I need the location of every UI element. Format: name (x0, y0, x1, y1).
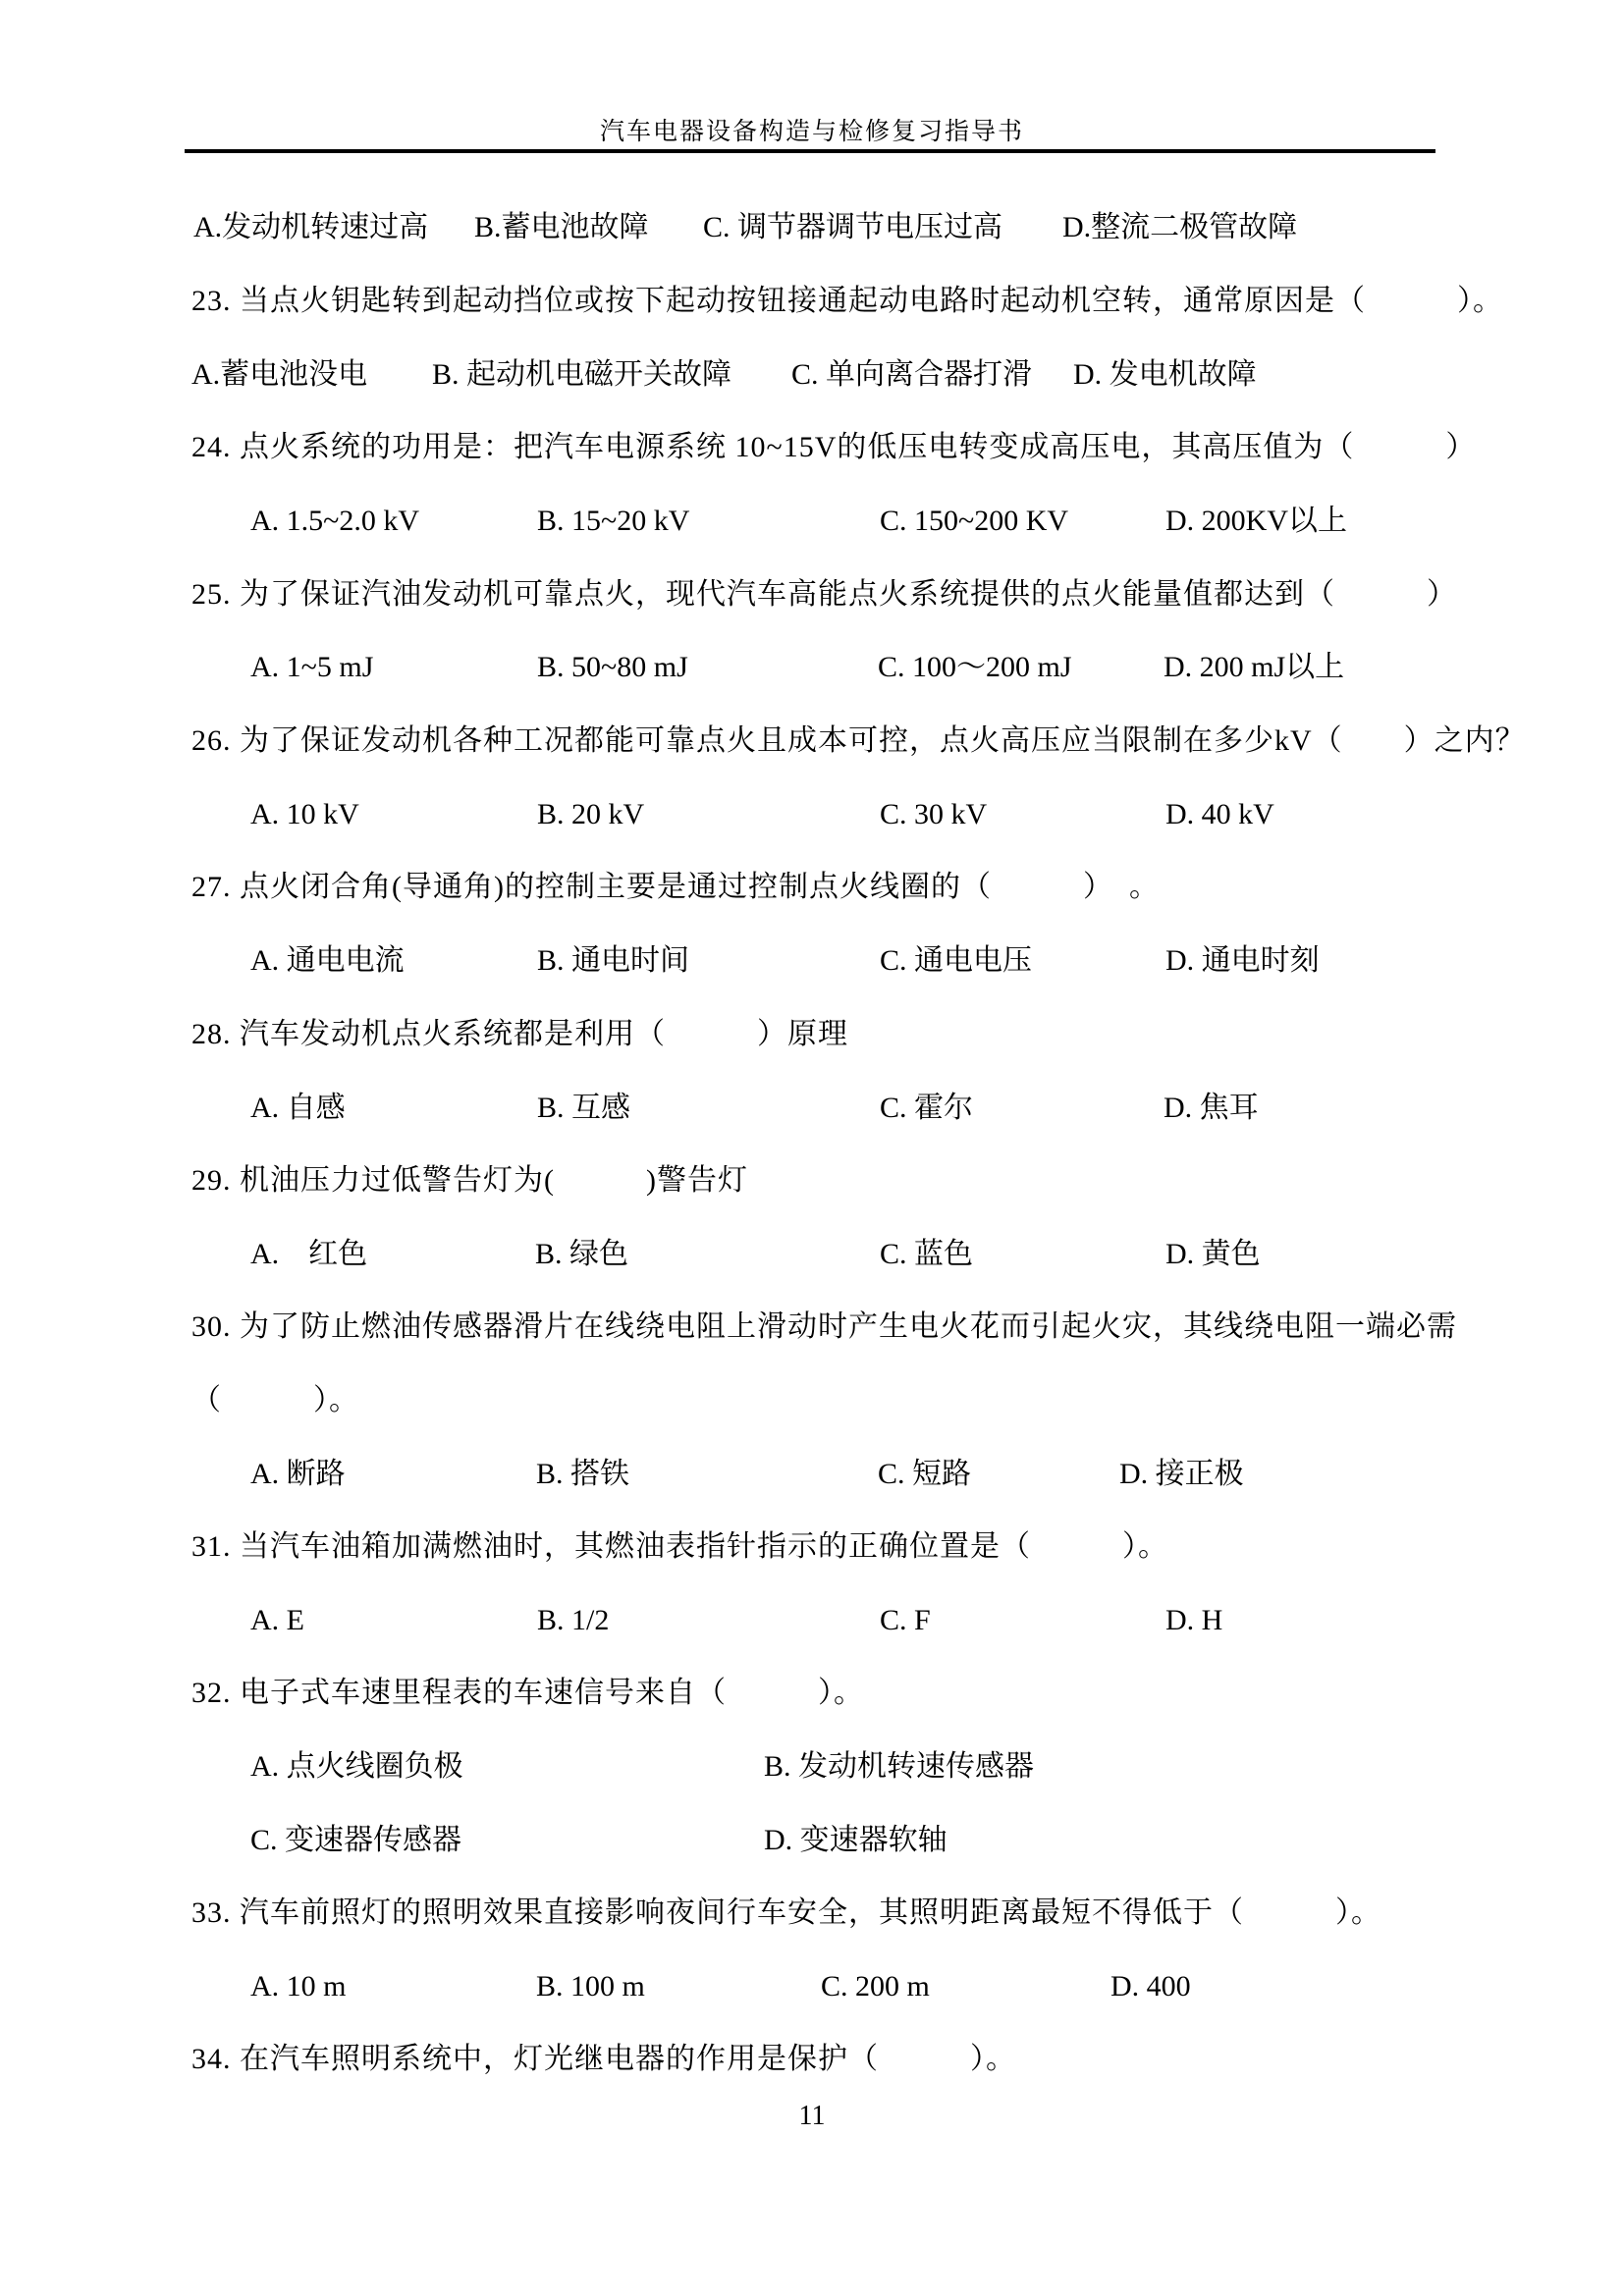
header-rule (185, 149, 1435, 153)
option-27-B: B. 通电时间 (537, 944, 690, 977)
question-30-row-line1 (0, 1308, 1624, 1348)
option-29-D: D. 黄色 (1165, 1238, 1261, 1270)
option-22-B: B.蓄电池故障 (474, 211, 649, 243)
option-33-A: A. 10 m (250, 1970, 347, 2002)
option-28-B: B. 互感 (537, 1092, 631, 1124)
option-25-D: D. 200 mJ以上 (1164, 651, 1345, 683)
option-30-B: B. 搭铁 (536, 1458, 630, 1490)
option-23-B: B. 起动机电磁开关故障 (432, 358, 732, 391)
question-27-options-row (0, 942, 1624, 982)
question-27-text: 27. 点火闭合角(导通角)的控制主要是通过控制点火线圈的（ ） 。 (191, 871, 1160, 903)
option-25-C: C. 100～200 mJ (878, 651, 1072, 683)
question-32-options-row-2 (0, 1822, 1624, 1861)
option-28-A: A. 自感 (250, 1092, 346, 1124)
question-30-options-row (0, 1456, 1624, 1495)
option-26-C: C. 30 kV (880, 798, 988, 830)
question-34-row (0, 2041, 1624, 2080)
question-30-text-line2: （ ）。 (191, 1384, 359, 1416)
option-31-B: B. 1/2 (537, 1604, 610, 1636)
question-24-options-row (0, 503, 1624, 542)
option-32-D: D. 变速器软轴 (764, 1824, 947, 1856)
option-24-A: A. 1.5~2.0 kV (250, 505, 420, 537)
question-24-row (0, 429, 1624, 468)
page-number: 11 (798, 2101, 826, 2131)
option-31-D: D. H (1165, 1604, 1223, 1636)
option-22-D: D.整流二极管故障 (1062, 211, 1298, 243)
option-31-C: C. F (880, 1604, 931, 1636)
option-23-C: C. 单向离合器打滑 (791, 358, 1033, 391)
option-25-B: B. 50~80 mJ (537, 651, 688, 683)
question-31-options-row (0, 1602, 1624, 1641)
option-32-A: A. 点火线圈负极 (250, 1750, 463, 1783)
question-31-row (0, 1528, 1624, 1568)
question-25-options-row (0, 649, 1624, 688)
option-33-D: D. 400 (1110, 1970, 1191, 2002)
option-22-C: C. 调节器调节电压过高 (703, 211, 1003, 243)
question-26-options-row (0, 796, 1624, 835)
option-22-A: A.发动机转速过高 (193, 211, 429, 243)
question-30-text-line1: 30. 为了防止燃油传感器滑片在线绕电阻上滑动时产生电火花而引起火灾，其线绕电阻一端必需 (191, 1310, 1457, 1343)
question-28-text: 28. 汽车发动机点火系统都是利用（ ）原理 (191, 1018, 848, 1050)
option-29-B: B. 绿色 (535, 1238, 629, 1270)
option-30-C: C. 短路 (878, 1458, 972, 1490)
question-22-options-row (0, 209, 1624, 248)
question-23-options-row (0, 356, 1624, 396)
question-29-text: 29. 机油压力过低警告灯为( )警告灯 (191, 1164, 748, 1197)
question-23-row (0, 283, 1624, 322)
option-32-C: C. 变速器传感器 (250, 1824, 462, 1856)
question-28-options-row (0, 1090, 1624, 1129)
question-32-row (0, 1675, 1624, 1714)
option-28-C: C. 霍尔 (880, 1092, 974, 1124)
option-27-A: A. 通电电流 (250, 944, 405, 977)
question-33-row (0, 1895, 1624, 1934)
option-26-D: D. 40 kV (1165, 798, 1274, 830)
question-33-text: 33. 汽车前照灯的照明效果直接影响夜间行车安全，其照明距离最短不得低于（ ）。 (191, 1896, 1381, 1929)
option-31-A: A. E (250, 1604, 304, 1636)
option-30-D: D. 接正极 (1119, 1458, 1244, 1490)
option-27-D: D. 通电时刻 (1165, 944, 1320, 977)
option-27-C: C. 通电电压 (880, 944, 1033, 977)
question-23-text: 23. 当点火钥匙转到起动挡位或按下起动按钮接通起动电路时起动机空转，通常原因是（ ）。 (191, 285, 1503, 317)
question-29-options-row (0, 1236, 1624, 1275)
question-28-row (0, 1016, 1624, 1055)
option-24-D: D. 200KV以上 (1165, 505, 1347, 537)
option-29-C: C. 蓝色 (880, 1238, 974, 1270)
question-26-text: 26. 为了保证发动机各种工况都能可靠点火且成本可控，点火高压应当限制在多少kV（ ）之内？ (191, 724, 1526, 757)
option-32-B: B. 发动机转速传感器 (764, 1750, 1035, 1783)
question-32-options-row-1 (0, 1748, 1624, 1788)
option-23-D: D. 发电机故障 (1073, 358, 1257, 391)
question-32-text: 32. 电子式车速里程表的车速信号来自（ ）。 (191, 1677, 864, 1709)
option-26-B: B. 20 kV (537, 798, 645, 830)
question-30-row-line2 (0, 1382, 1624, 1421)
option-25-A: A. 1~5 mJ (250, 651, 374, 683)
option-28-D: D. 焦耳 (1164, 1092, 1259, 1124)
question-25-text: 25. 为了保证汽油发动机可靠点火，现代汽车高能点火系统提供的点火能量值都达到（ ） (191, 578, 1457, 611)
option-26-A: A. 10 kV (250, 798, 359, 830)
question-31-text: 31. 当汽车油箱加满燃油时，其燃油表指针指示的正确位置是（ ）。 (191, 1530, 1168, 1563)
question-29-row (0, 1162, 1624, 1201)
question-34-text: 34. 在汽车照明系统中，灯光继电器的作用是保护（ ）。 (191, 2043, 1016, 2075)
option-33-C: C. 200 m (821, 1970, 930, 2002)
question-33-options-row (0, 1968, 1624, 2007)
question-24-text: 24. 点火系统的功用是：把汽车电源系统 10~15V的低压电转变成高压电，其高压值为（ ） (191, 431, 1477, 463)
option-24-B: B. 15~20 kV (537, 505, 690, 537)
option-24-C: C. 150~200 KV (880, 505, 1069, 537)
question-26-row (0, 722, 1624, 762)
option-23-A: A.蓄电池没电 (191, 358, 368, 391)
question-27-row (0, 869, 1624, 908)
option-30-A: A. 断路 (250, 1458, 346, 1490)
option-33-B: B. 100 m (536, 1970, 645, 2002)
page-header-title: 汽车电器设备构造与检修复习指导书 (599, 119, 1024, 145)
option-29-A: A. 红色 (250, 1238, 368, 1270)
question-25-row (0, 576, 1624, 615)
